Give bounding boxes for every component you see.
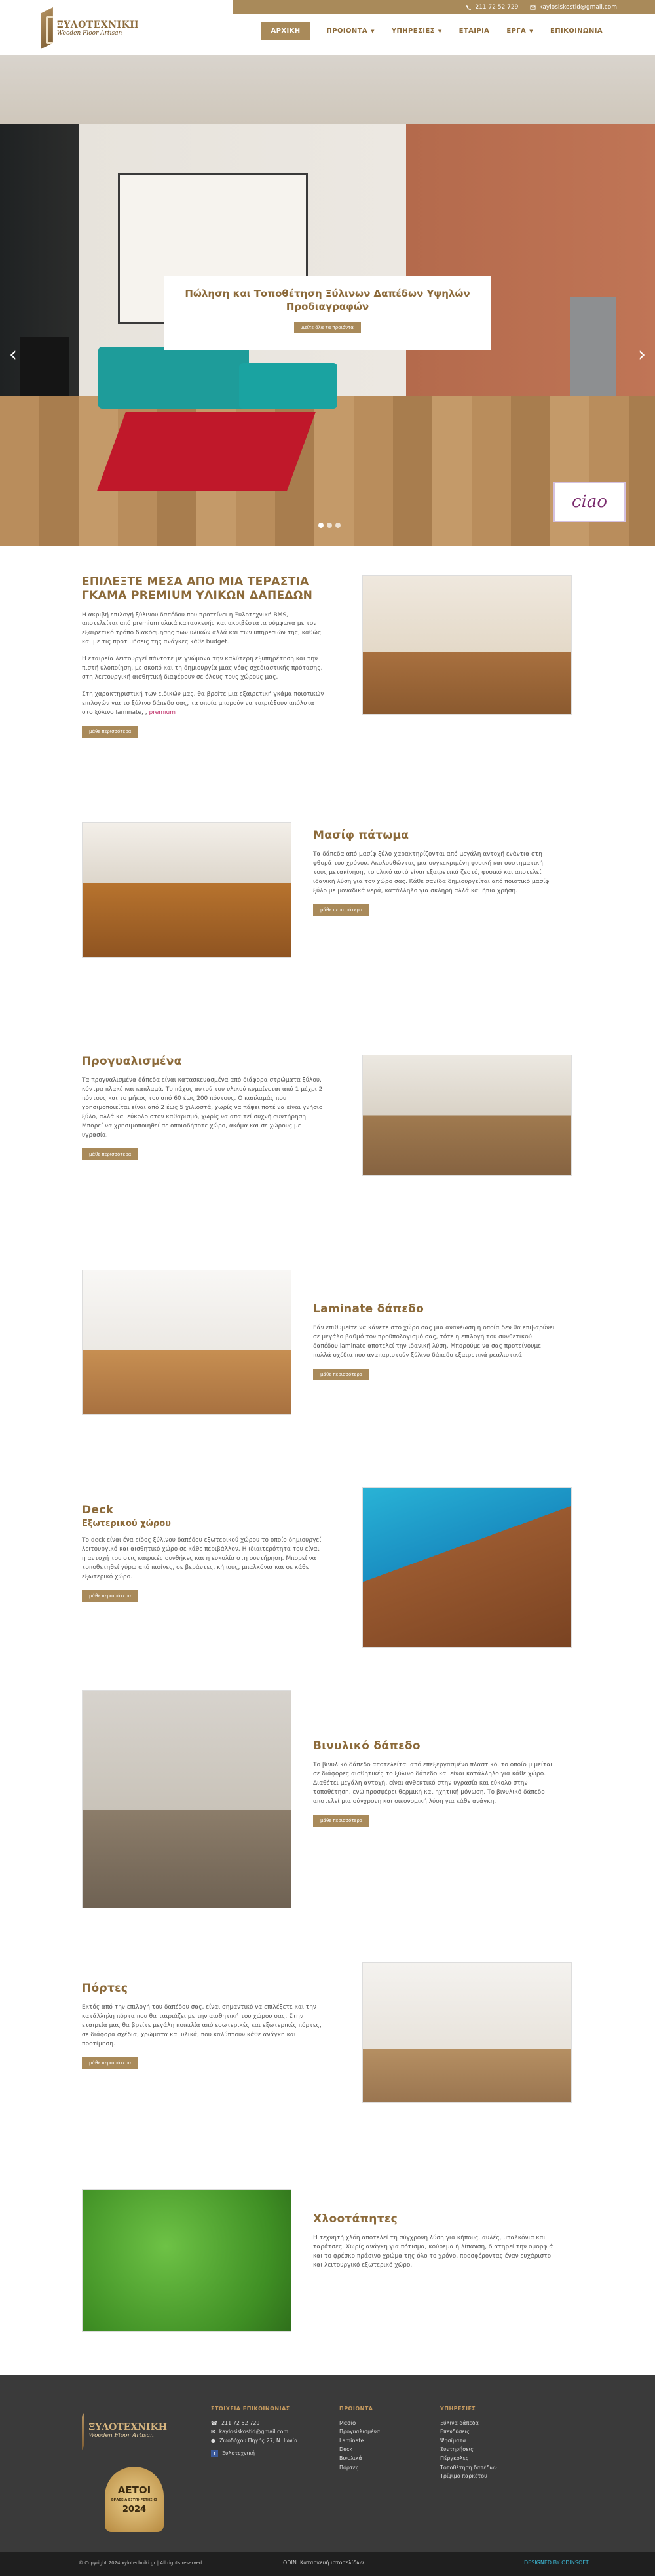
footer-address: ● Ζωοδόχου Πηγής 27, Ν. Ιωνία bbox=[211, 2436, 298, 2446]
site-footer bbox=[0, 2375, 655, 2576]
slider-dot[interactable] bbox=[335, 523, 341, 528]
nav-item-services[interactable] bbox=[392, 22, 442, 40]
hero-headline: Πώληση και Τοποθέτηση Ξύλινων Δαπέδων Υψηλών Προδιαγραφών bbox=[185, 288, 470, 313]
section-title: Deck bbox=[82, 1504, 114, 1517]
chevron-down-icon: ▼ bbox=[371, 28, 375, 34]
nav-label: ΕΡΓΑ bbox=[506, 28, 527, 35]
section-paragraph: Το deck είναι ένα είδος ξύλινου δαπέδου εξωτερικού χώρου το οποίο δημιουργεί λειτουργικό και αισθητικό χώρο σε κάθε περιβάλλον. Η ιδιαιτερότητα του είναι η αντοχή του στις καιρικές συνθήκες και η ευκολία στη συντήρηση. Μπορεί να τοποθετηθεί γύρω από πισίνες, σε βεράντες, κήπους, μπαλκόνια και σε κάθε εξωτερικό χώρο. bbox=[82, 1537, 322, 1580]
footer-logo[interactable] bbox=[82, 2408, 167, 2453]
door-logo-icon bbox=[82, 2411, 84, 2450]
award-year: 2024 bbox=[122, 2505, 147, 2514]
section-paragraph: Εάν επιθυμείτε να κάνετε στο χώρο σας μια ανανέωση η οποία δεν θα επιβαρύνει σε μεγάλο βαθμό τον προϋπολογισμό σας, τότε η επιλογή του συνθετικού δαπέδου laminate αποτελεί την ιδανική λύση. Μπορούμε να σας προτείνουμε πολλά σχέδια που αναπαριστούν ξύλινο δάπεδο εξαιρετικά ρεαλιστικά. bbox=[313, 1325, 555, 1359]
slider-dot[interactable] bbox=[318, 523, 324, 528]
section-copy bbox=[313, 1302, 555, 1380]
section-paragraph: Τα προγυαλισμένα δάπεδα είναι κατασκευασμένα από διάφορα στρώματα ξύλου, κόντρα πλακέ και καπλαμά. Το πάχος αυτού του υλικού κυμαίνεται από 1 μέχρι 2 πόντους και το μήκος του από 60 έως 200 πόντους. Ο καπλαμάς που χρησιμοποιείται είναι από 2 έως 5 χιλιοστά, χωρίς να πάψει ποτέ να είναι γνήσιο ξύλο, αλλά και εύκολο στον καθαρισμό, χωρίς να απαιτεί συχνή συντήρηση. Μπορεί να χρησιμοποιηθεί σε οποιοδήποτε χώρο, ακόμα και σε χώρους με υγρασία. bbox=[82, 1077, 323, 1139]
chevron-right-icon[interactable]: › bbox=[638, 343, 646, 366]
hero-slider bbox=[0, 55, 655, 546]
pool-deck-image bbox=[362, 1487, 572, 1648]
section-copy bbox=[82, 1055, 324, 1160]
footer-phone[interactable]: ☎ 211 72 52 729 bbox=[211, 2419, 298, 2428]
footer-services-heading: ΥΠΗΡΕΣΙΕΣ bbox=[440, 2406, 476, 2412]
topbar-email-text: kaylosiskostid@gmail.com bbox=[539, 4, 617, 10]
footer-link[interactable]: Deck bbox=[339, 2446, 353, 2453]
hero-sofa-image bbox=[98, 347, 249, 409]
footer-email[interactable]: ✉ kaylosiskostid@gmail.com bbox=[211, 2427, 298, 2436]
section-title: Χλοοτάπητες bbox=[313, 2212, 398, 2226]
section-paragraph: Στη χαρακτηριστική των ειδικών μας, θα βρείτε μια εξαιρετική γκάμα ποιοτικών επιλογών για το ξύλινο δάπεδο σας, τα οποία μπορούν να ταιριάξουν απόλυτα στο ξύλινο laminate, , premium bbox=[82, 691, 324, 716]
section-paragraph: Εκτός από την επιλογή του δαπέδου σας, είναι σημαντικό να επιλέξετε και την κατάλληλη πόρτα που θα ταιριάζει με την αισθητική του χώρου σας. Στην εταιρεία μας θα βρείτε μεγάλη ποικιλία από εσωτερικές και εξωτερικές πόρτες, σε διάφορα σχέδια, χρώματα και υλικά, που καλύπτουν κάθε ανάγκη και προτίμηση. bbox=[82, 2004, 322, 2047]
section-title: Πόρτες bbox=[82, 1982, 128, 1995]
footer-link[interactable]: Βινυλικά bbox=[339, 2455, 362, 2461]
nav-label: ΑΡΧΙΚΗ bbox=[271, 28, 301, 35]
footer-mission-text: ODIN: Κατασκευή ιστοσελίδων bbox=[283, 2560, 364, 2566]
phone-icon bbox=[466, 5, 472, 10]
topbar-email[interactable] bbox=[530, 4, 617, 10]
footer-link[interactable]: Προγυαλισμένα bbox=[339, 2429, 381, 2435]
section-deck bbox=[0, 1487, 655, 1651]
section-paragraph: Τα δάπεδα από μασίφ ξύλο χαρακτηρίζονται από μεγάλη αντοχή ενάντια στη φθορά του χρόνου. Ακολουθώντας μια συγκεκριμένη φυσική και συστηματική τους μετακίνηση, το υλικό αυτό είναι εξαιρετικά ζεστό, φυσικό και αποτελεί ιδανική λύση για τον χώρο σας. Κάθε σανίδα δημιουργείται από ποιοτικό μασίφ ξύλο με μοναδικά νερά, κατάλληλο για σκληρή αλλά και ήπια χρήση. bbox=[313, 851, 550, 894]
section-paragraph: Το βινυλικό δάπεδο αποτελείται από επεξεργασμένο πλαστικό, το οποίο μιμείται σε διάφορες αισθητικές το ξύλινο δάπεδο και είναι κατάλληλο για κάθε χώρο. Διαθέτει μεγάλη αντοχή, είναι ανθεκτικό στην υγρασία και εύκολο στην τοποθέτηση, ενώ προσφέρει θερμική και ηχητική μόνωση. Το βινυλικό δάπεδο αποτελεί μια σύγχρονη και οικονομική λύση για κάθε ανάγκη. bbox=[313, 1762, 553, 1805]
section-vinyl bbox=[0, 1690, 655, 1910]
learn-more-button[interactable]: μάθε περισσότερα bbox=[82, 1590, 138, 1602]
footer-link[interactable]: Ξύλινα δάπεδα bbox=[440, 2419, 479, 2426]
section-laminate bbox=[0, 1270, 655, 1417]
footer-brand-name: ΞΥΛΟΤΕΧΝΙΚΗ bbox=[88, 2422, 167, 2433]
section-prefinished bbox=[0, 1051, 655, 1183]
main-nav bbox=[261, 22, 603, 40]
section-artificial-grass bbox=[0, 2189, 655, 2334]
award-badge bbox=[105, 2467, 164, 2532]
section-copy bbox=[313, 2212, 555, 2271]
learn-more-button[interactable]: μάθε περισσότερα bbox=[82, 1148, 138, 1160]
hero-rug-image bbox=[97, 412, 316, 491]
nav-item-contact[interactable] bbox=[550, 22, 603, 40]
section-masif bbox=[0, 822, 655, 960]
nav-label: ΕΠΙΚΟΙΝΩΝΙΑ bbox=[550, 28, 603, 35]
staircase-room-image bbox=[82, 1270, 291, 1415]
nav-label: ΥΠΗΡΕΣΙΕΣ bbox=[391, 28, 435, 35]
nav-item-products[interactable] bbox=[327, 22, 375, 40]
brand-name: ΞΥΛΟΤΕΧΝΙΚΗ bbox=[56, 20, 139, 30]
topbar-phone-text: 211 72 52 729 bbox=[475, 4, 519, 10]
section-title: Laminate δάπεδο bbox=[313, 1302, 424, 1316]
section-title: Προγυαλισμένα bbox=[82, 1055, 182, 1068]
award-subtitle: ΒΡΑΒΕΙΑ ΕΞΥΠΗΡΕΤΗΣΗΣ bbox=[111, 2498, 158, 2502]
copyright-text: © Copyright 2024 xylotechniki.gr | All rights reserved bbox=[79, 2560, 202, 2566]
dining-room-image bbox=[82, 822, 291, 958]
section-title: ΕΠΙΛΕΞΤΕ ΜΕΣΑ ΑΠΟ ΜΙΑ ΤΕΡΑΣΤΙΑ ΓΚΑΜΑ PREMIUM ΥΛΙΚΩΝ ΔΑΠΕΔΩΝ bbox=[82, 575, 313, 603]
footer-brand-tagline: Wooden Floor Artisan bbox=[88, 2433, 154, 2439]
section-intro bbox=[0, 569, 655, 778]
section-subtitle: Εξωτερικού χώρου bbox=[82, 1519, 171, 1529]
section-paragraph: Η τεχνητή χλόη αποτελεί τη σύγχρονη λύση για κήπους, αυλές, μπαλκόνια και ταράτσες. Χωρίς ανάγκη για πότισμα, κούρεμα ή λίπανση, διατηρεί την ομορφιά και το φρέσκο πράσινο χρώμα της όλο το χρόνο, προσφέροντας έναν ευχάριστο και λειτουργικό εξωτερικό χώρο. bbox=[313, 2235, 553, 2269]
learn-more-button[interactable]: μάθε περισσότερα bbox=[313, 904, 369, 916]
top-info-bar bbox=[233, 0, 655, 14]
footer-products-column bbox=[339, 2404, 380, 2472]
footer-link[interactable]: Πέργκολες bbox=[440, 2455, 469, 2461]
hero-sofa-image bbox=[239, 363, 337, 409]
section-title: Μασίφ πάτωμα bbox=[313, 829, 409, 842]
footer-contact-column bbox=[211, 2404, 298, 2458]
footer-bottom-bar bbox=[0, 2552, 655, 2576]
award-title: ΑΕΤΟΙ bbox=[117, 2484, 151, 2496]
email-icon bbox=[530, 5, 536, 10]
footer-link[interactable]: Πόρτες bbox=[339, 2464, 359, 2471]
facebook-icon: f bbox=[211, 2450, 218, 2457]
slider-dot[interactable] bbox=[327, 523, 332, 528]
slider-dots bbox=[318, 523, 341, 528]
learn-more-button[interactable]: μάθε περισσότερα bbox=[82, 726, 138, 738]
nav-item-projects[interactable] bbox=[506, 22, 533, 40]
footer-facebook[interactable]: f Ξυλοτεχνική bbox=[211, 2449, 298, 2458]
nav-label: ΕΤΑΙΡΙΑ bbox=[458, 28, 490, 35]
chevron-left-icon[interactable]: ‹ bbox=[9, 343, 17, 366]
footer-contact-heading: ΣΤΟΙΧΕΙΑ ΕΠΙΚΟΙΝΩΝΙΑΣ bbox=[211, 2406, 290, 2412]
section-copy bbox=[313, 1739, 555, 1827]
learn-more-button[interactable]: μάθε περισσότερα bbox=[313, 1369, 369, 1380]
modern-living-image bbox=[82, 1690, 291, 1908]
nav-item-company[interactable] bbox=[459, 22, 490, 40]
section-title: Βινυλικό δάπεδο bbox=[313, 1739, 421, 1752]
nav-label: ΠΡΟΙΟΝΤΑ bbox=[326, 28, 368, 35]
footer-link[interactable]: Συντηρήσεις bbox=[440, 2446, 474, 2453]
learn-more-button[interactable]: μάθε περισσότερα bbox=[313, 1815, 369, 1827]
brand-tagline: Wooden Floor Artisan bbox=[56, 30, 122, 37]
learn-more-button[interactable]: μάθε περισσότερα bbox=[82, 2057, 138, 2069]
site-header bbox=[0, 14, 655, 55]
section-doors bbox=[0, 1962, 655, 2106]
footer-link[interactable]: Τοποθέτηση δαπέδων bbox=[440, 2464, 497, 2471]
footer-link[interactable]: Ψησίματα bbox=[440, 2437, 466, 2444]
section-copy bbox=[82, 575, 324, 738]
footer-services-column bbox=[440, 2404, 497, 2481]
section-paragraph: Η ακριβή επιλογή ξύλινου δαπέδου που προτείνει η Ξυλοτεχνική BMS, αποτελείται από premium υλικά κατασκευής και ακριβέστατα σύμφωνα με τον εξαιρετικό τρόπο διακόσμησης των υλικών αλλά και των υπηρεσιών της, καθώς και με τις προτιμήσεις της ανάγκες κάθε budget. bbox=[82, 611, 322, 646]
phone-icon: ☎ bbox=[211, 2419, 217, 2426]
highlight-text: premium bbox=[149, 709, 176, 716]
site-logo[interactable] bbox=[41, 1, 139, 55]
door-logo-icon bbox=[41, 7, 53, 49]
chevron-down-icon: ▼ bbox=[438, 28, 442, 34]
footer-link[interactable]: Τρίψιμο παρκέτου bbox=[440, 2473, 487, 2480]
footer-link[interactable]: Μασίφ bbox=[339, 2419, 356, 2426]
section-copy bbox=[82, 1504, 324, 1602]
chevron-down-icon: ▼ bbox=[529, 28, 533, 34]
footer-link[interactable]: Επενδύσεις bbox=[440, 2429, 470, 2435]
footer-products-heading: ΠΡΟΙΟΝΤΑ bbox=[339, 2406, 373, 2412]
doors-image bbox=[362, 1962, 572, 2103]
email-icon: ✉ bbox=[211, 2429, 215, 2435]
ciao-badge-logo: ciao bbox=[553, 482, 626, 522]
grass-image bbox=[82, 2189, 291, 2332]
location-pin-icon: ● bbox=[211, 2437, 215, 2444]
hero-caption bbox=[164, 276, 491, 350]
topbar-phone[interactable] bbox=[466, 4, 518, 10]
living-room-image bbox=[362, 1055, 572, 1176]
designer-credit-link[interactable]: DESIGNED BY ODINSOFT bbox=[524, 2560, 589, 2566]
hero-products-button[interactable]: Δείτε όλα τα προιόντα bbox=[294, 322, 361, 333]
nav-item-home[interactable] bbox=[261, 22, 309, 40]
section-copy bbox=[313, 829, 555, 916]
section-copy bbox=[82, 1982, 324, 2069]
section-paragraph: Η εταιρεία λειτουργεί πάντοτε με γνώμονα την καλύτερη εξυπηρέτηση και την πιστή υλοποίηση, με σκοπό και τη δημιουργία μιας νέας σχεδιαστικής πρότασης, στη λειτουργική αισθητική διαφέρουν σε όλους τους χώρους μας. bbox=[82, 656, 323, 681]
bedroom-image bbox=[362, 575, 572, 715]
footer-link[interactable]: Laminate bbox=[339, 2437, 364, 2444]
